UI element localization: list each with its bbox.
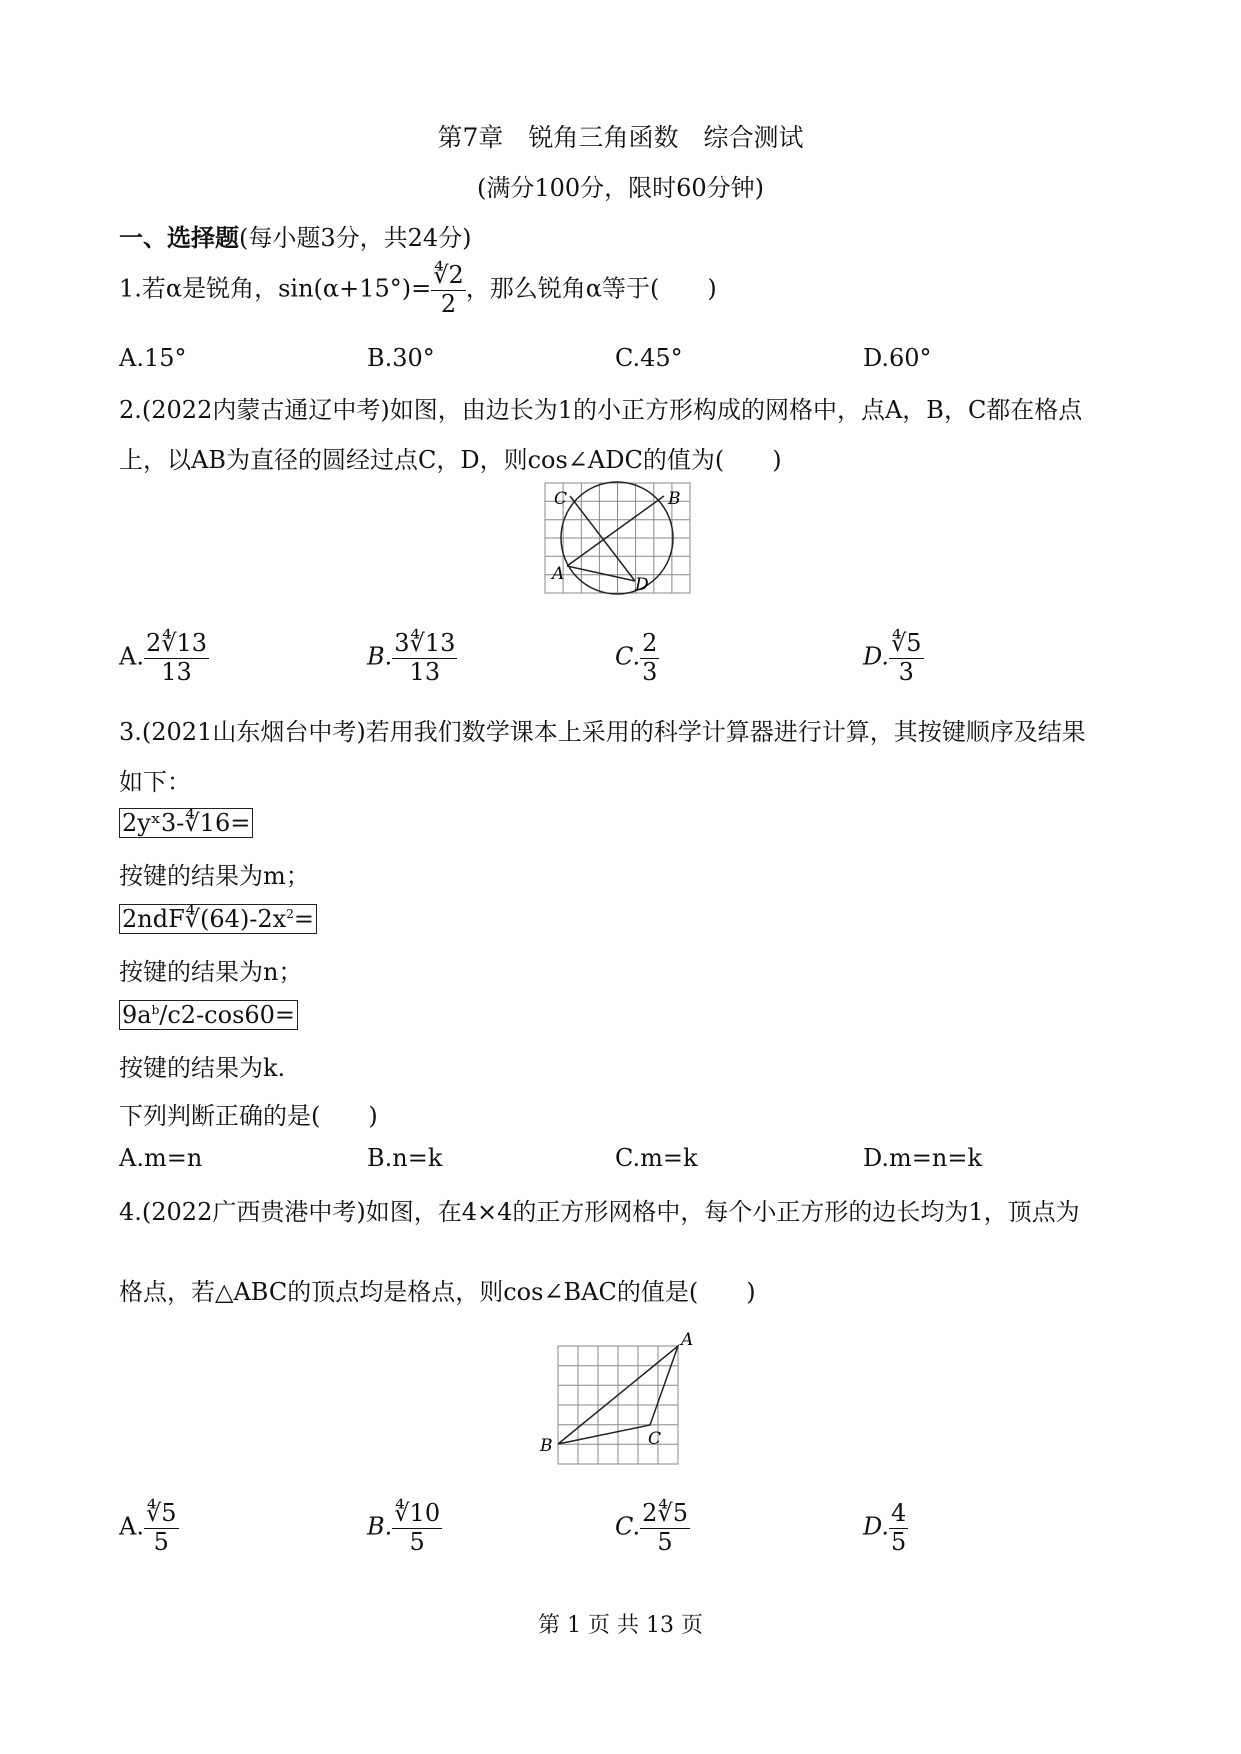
q4-option-b-den: 5: [409, 1527, 425, 1556]
q3-result-1: 按键的结果为m；: [119, 862, 310, 890]
q4-option-c-num: 2∜5: [642, 1499, 688, 1527]
q1-option-d: D.60°: [863, 344, 932, 372]
question-1: [119, 262, 717, 318]
q2-option-a-den: 13: [161, 657, 192, 686]
q2-label-a: A: [552, 564, 565, 584]
q2-option-d-num: ∜5: [891, 629, 922, 657]
q4-option-d-label: D.: [863, 1512, 890, 1541]
q4-option-a-den: 5: [153, 1527, 169, 1556]
q3-ask: 下列判断正确的是( ): [119, 1102, 378, 1130]
q2-label-d: D: [635, 575, 649, 595]
q4-option-c: [615, 1500, 690, 1556]
q4-option-a: [119, 1500, 179, 1556]
section-heading-note: (每小题3分，共24分): [239, 224, 472, 252]
q1-text-post: ，那么锐角α等于( ): [465, 274, 717, 303]
q1-option-b: B.30°: [367, 344, 435, 372]
q4-line-2: 格点，若△ABC的顶点均是格点，则cos∠BAC的值是( ): [119, 1278, 756, 1306]
q3-line-2: 如下：: [119, 768, 191, 796]
q4-label-a: A: [681, 1330, 694, 1350]
q4-figure: [538, 1328, 708, 1468]
q1-fraction: [431, 262, 466, 318]
q3-key2-pre: 2ndF∜(64)-2x: [122, 905, 287, 933]
q2-option-c: [615, 630, 659, 686]
q2-option-b-den: 13: [409, 657, 441, 686]
q2-option-d-label: D.: [863, 642, 890, 671]
q4-option-b-num: ∜10: [394, 1499, 441, 1527]
q1-frac-den: 2: [440, 289, 457, 318]
q2-option-a-num: 2∜13: [145, 629, 208, 657]
q3-result-3: 按键的结果为k.: [119, 1054, 286, 1082]
q2-option-a-label: A.: [119, 642, 144, 671]
q3-key-sequence-1: 2yˣ3-∜16=: [119, 808, 253, 838]
q2-option-d-den: 3: [898, 657, 914, 686]
q2-line-1: 2.(2022内蒙古通辽中考)如图，由边长为1的小正方形构成的网格中，点A，B，C都在格点: [119, 396, 1083, 424]
q3-key2-sup: 2: [286, 907, 294, 921]
q3-key3-sup: b: [151, 1003, 160, 1017]
page-title: 第7章 锐角三角函数 综合测试: [437, 123, 804, 152]
q3-line-1: 3.(2021山东烟台中考)若用我们数学课本上采用的科学计算器进行计算，其按键顺序及结果: [119, 718, 1086, 746]
q3-key3-pre: 9a: [122, 1001, 152, 1029]
q3-option-c: C.m=k: [615, 1144, 698, 1172]
section-heading: [119, 218, 472, 253]
page-subtitle: (满分100分，限时60分钟): [476, 174, 765, 202]
q2-option-a: [119, 630, 209, 686]
q2-option-b-num: 3∜13: [394, 629, 456, 657]
q1-frac-num: ∜2: [433, 261, 464, 289]
q4-option-a-label: A.: [119, 1512, 144, 1541]
q2-option-c-label: C.: [615, 642, 641, 671]
q2-line-2: 上，以AB为直径的圆经过点C，D，则cos∠ADC的值为( ): [119, 446, 782, 474]
q4-line-1: 4.(2022广西贵港中考)如图，在4×4的正方形网格中，每个小正方形的边长均为1，顶点为: [119, 1198, 1080, 1226]
q2-option-b-label: B.: [367, 642, 393, 671]
page-number-footer: 第 1 页 共 13 页: [538, 1613, 703, 1638]
q3-key2-post: =: [293, 905, 314, 933]
section-heading-bold: 一、选择题: [119, 223, 239, 252]
q4-option-b-label: B.: [367, 1512, 393, 1541]
q4-option-c-label: C.: [615, 1512, 641, 1541]
q2-option-c-num: 2: [642, 629, 658, 657]
q3-key3-post: /c2-cos60=: [159, 1001, 296, 1029]
q4-option-d-num: 4: [891, 1499, 907, 1527]
q3-result-2: 按键的结果为n；: [119, 958, 303, 986]
q1-option-c: C.45°: [615, 344, 683, 372]
q3-option-d: D.m=n=k: [863, 1144, 982, 1172]
q4-option-d-den: 5: [891, 1527, 907, 1556]
q1-option-a: A.15°: [119, 344, 187, 372]
q1-text-pre: 1.若α是锐角，sin(α+15°)=: [119, 274, 432, 303]
q2-figure: [540, 478, 700, 598]
q4-option-b: [367, 1500, 442, 1556]
q4-option-c-den: 5: [657, 1527, 673, 1556]
q2-label-c: C: [554, 489, 568, 509]
q3-option-b: B.n=k: [367, 1144, 443, 1172]
q2-option-d: [863, 630, 924, 686]
q2-option-c-den: 3: [642, 657, 658, 686]
q4-option-a-num: ∜5: [145, 1499, 177, 1527]
q3-key-sequence-3: [119, 1000, 298, 1030]
q4-label-b: B: [540, 1436, 553, 1456]
q2-label-b: B: [668, 489, 681, 509]
q4-label-c: C: [648, 1429, 662, 1449]
q3-option-a: A.m=n: [119, 1144, 203, 1172]
q2-option-b: [367, 630, 457, 686]
q3-key-sequence-2: [119, 904, 317, 934]
q4-option-d: [863, 1500, 908, 1556]
